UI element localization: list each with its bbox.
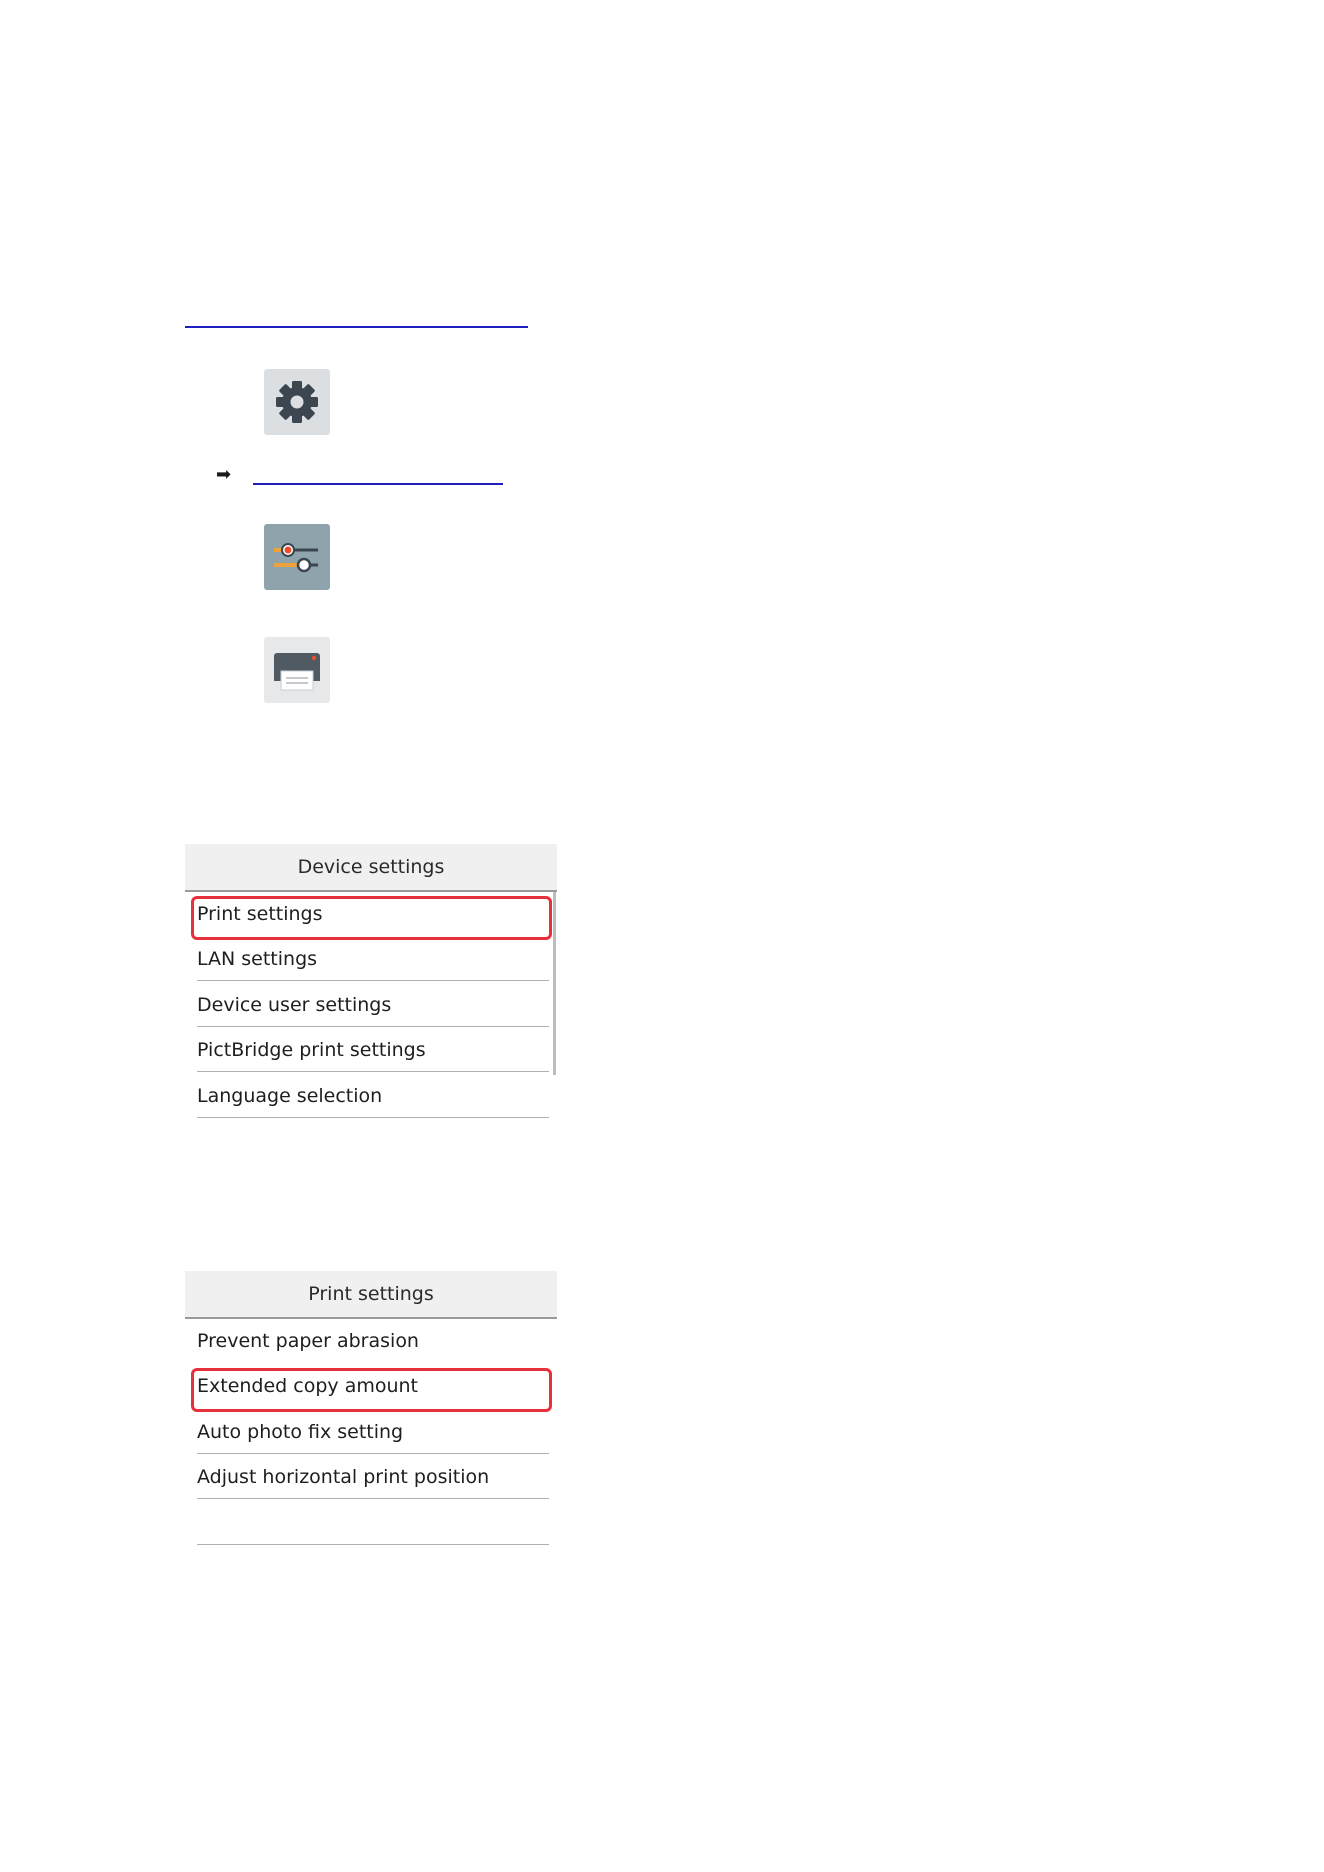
list-item-label: Language selection <box>197 1085 383 1107</box>
settings-button[interactable] <box>264 524 330 590</box>
selection-highlight <box>191 896 552 940</box>
divider <box>197 1544 549 1545</box>
list-item-label: Prevent paper abrasion <box>197 1330 419 1352</box>
list-item[interactable] <box>185 1319 549 1363</box>
gear-icon <box>264 369 330 435</box>
arrow-right-icon: ➡ <box>216 464 232 485</box>
list-item-label: Auto photo fix setting <box>197 1421 404 1443</box>
device-button[interactable] <box>264 637 330 703</box>
list-item-label: PictBridge print settings <box>197 1039 426 1061</box>
divider <box>197 1071 549 1072</box>
divider <box>197 1026 549 1027</box>
panel-title: Device settings <box>185 844 557 890</box>
list-item-label: LAN settings <box>197 948 318 970</box>
list-item-label: Extended copy amount <box>197 1375 419 1397</box>
print-settings-panel <box>185 1271 557 1551</box>
printer-icon <box>264 637 330 703</box>
divider <box>197 1117 549 1118</box>
setup-button[interactable] <box>264 369 330 435</box>
list-item[interactable] <box>185 937 549 981</box>
selection-highlight <box>191 1368 552 1412</box>
scrollbar[interactable] <box>553 892 556 1075</box>
divider <box>197 1498 549 1499</box>
top-link[interactable] <box>185 326 528 328</box>
divider <box>197 1453 549 1454</box>
list-item-label: Adjust horizontal print position <box>197 1466 490 1488</box>
list-item[interactable] <box>185 1410 549 1454</box>
device-settings-panel <box>185 844 557 1124</box>
list-item[interactable] <box>185 1074 549 1118</box>
list-item[interactable] <box>185 1028 549 1072</box>
divider <box>197 980 549 981</box>
list-item[interactable] <box>185 983 549 1027</box>
sliders-icon <box>264 524 330 590</box>
list-item-label: Print settings <box>197 903 323 925</box>
list-item-label: Device user settings <box>197 994 392 1016</box>
panel-title: Print settings <box>185 1271 557 1317</box>
list-item[interactable] <box>185 1501 549 1545</box>
settings-link[interactable] <box>253 483 503 485</box>
list-item[interactable] <box>185 1455 549 1499</box>
